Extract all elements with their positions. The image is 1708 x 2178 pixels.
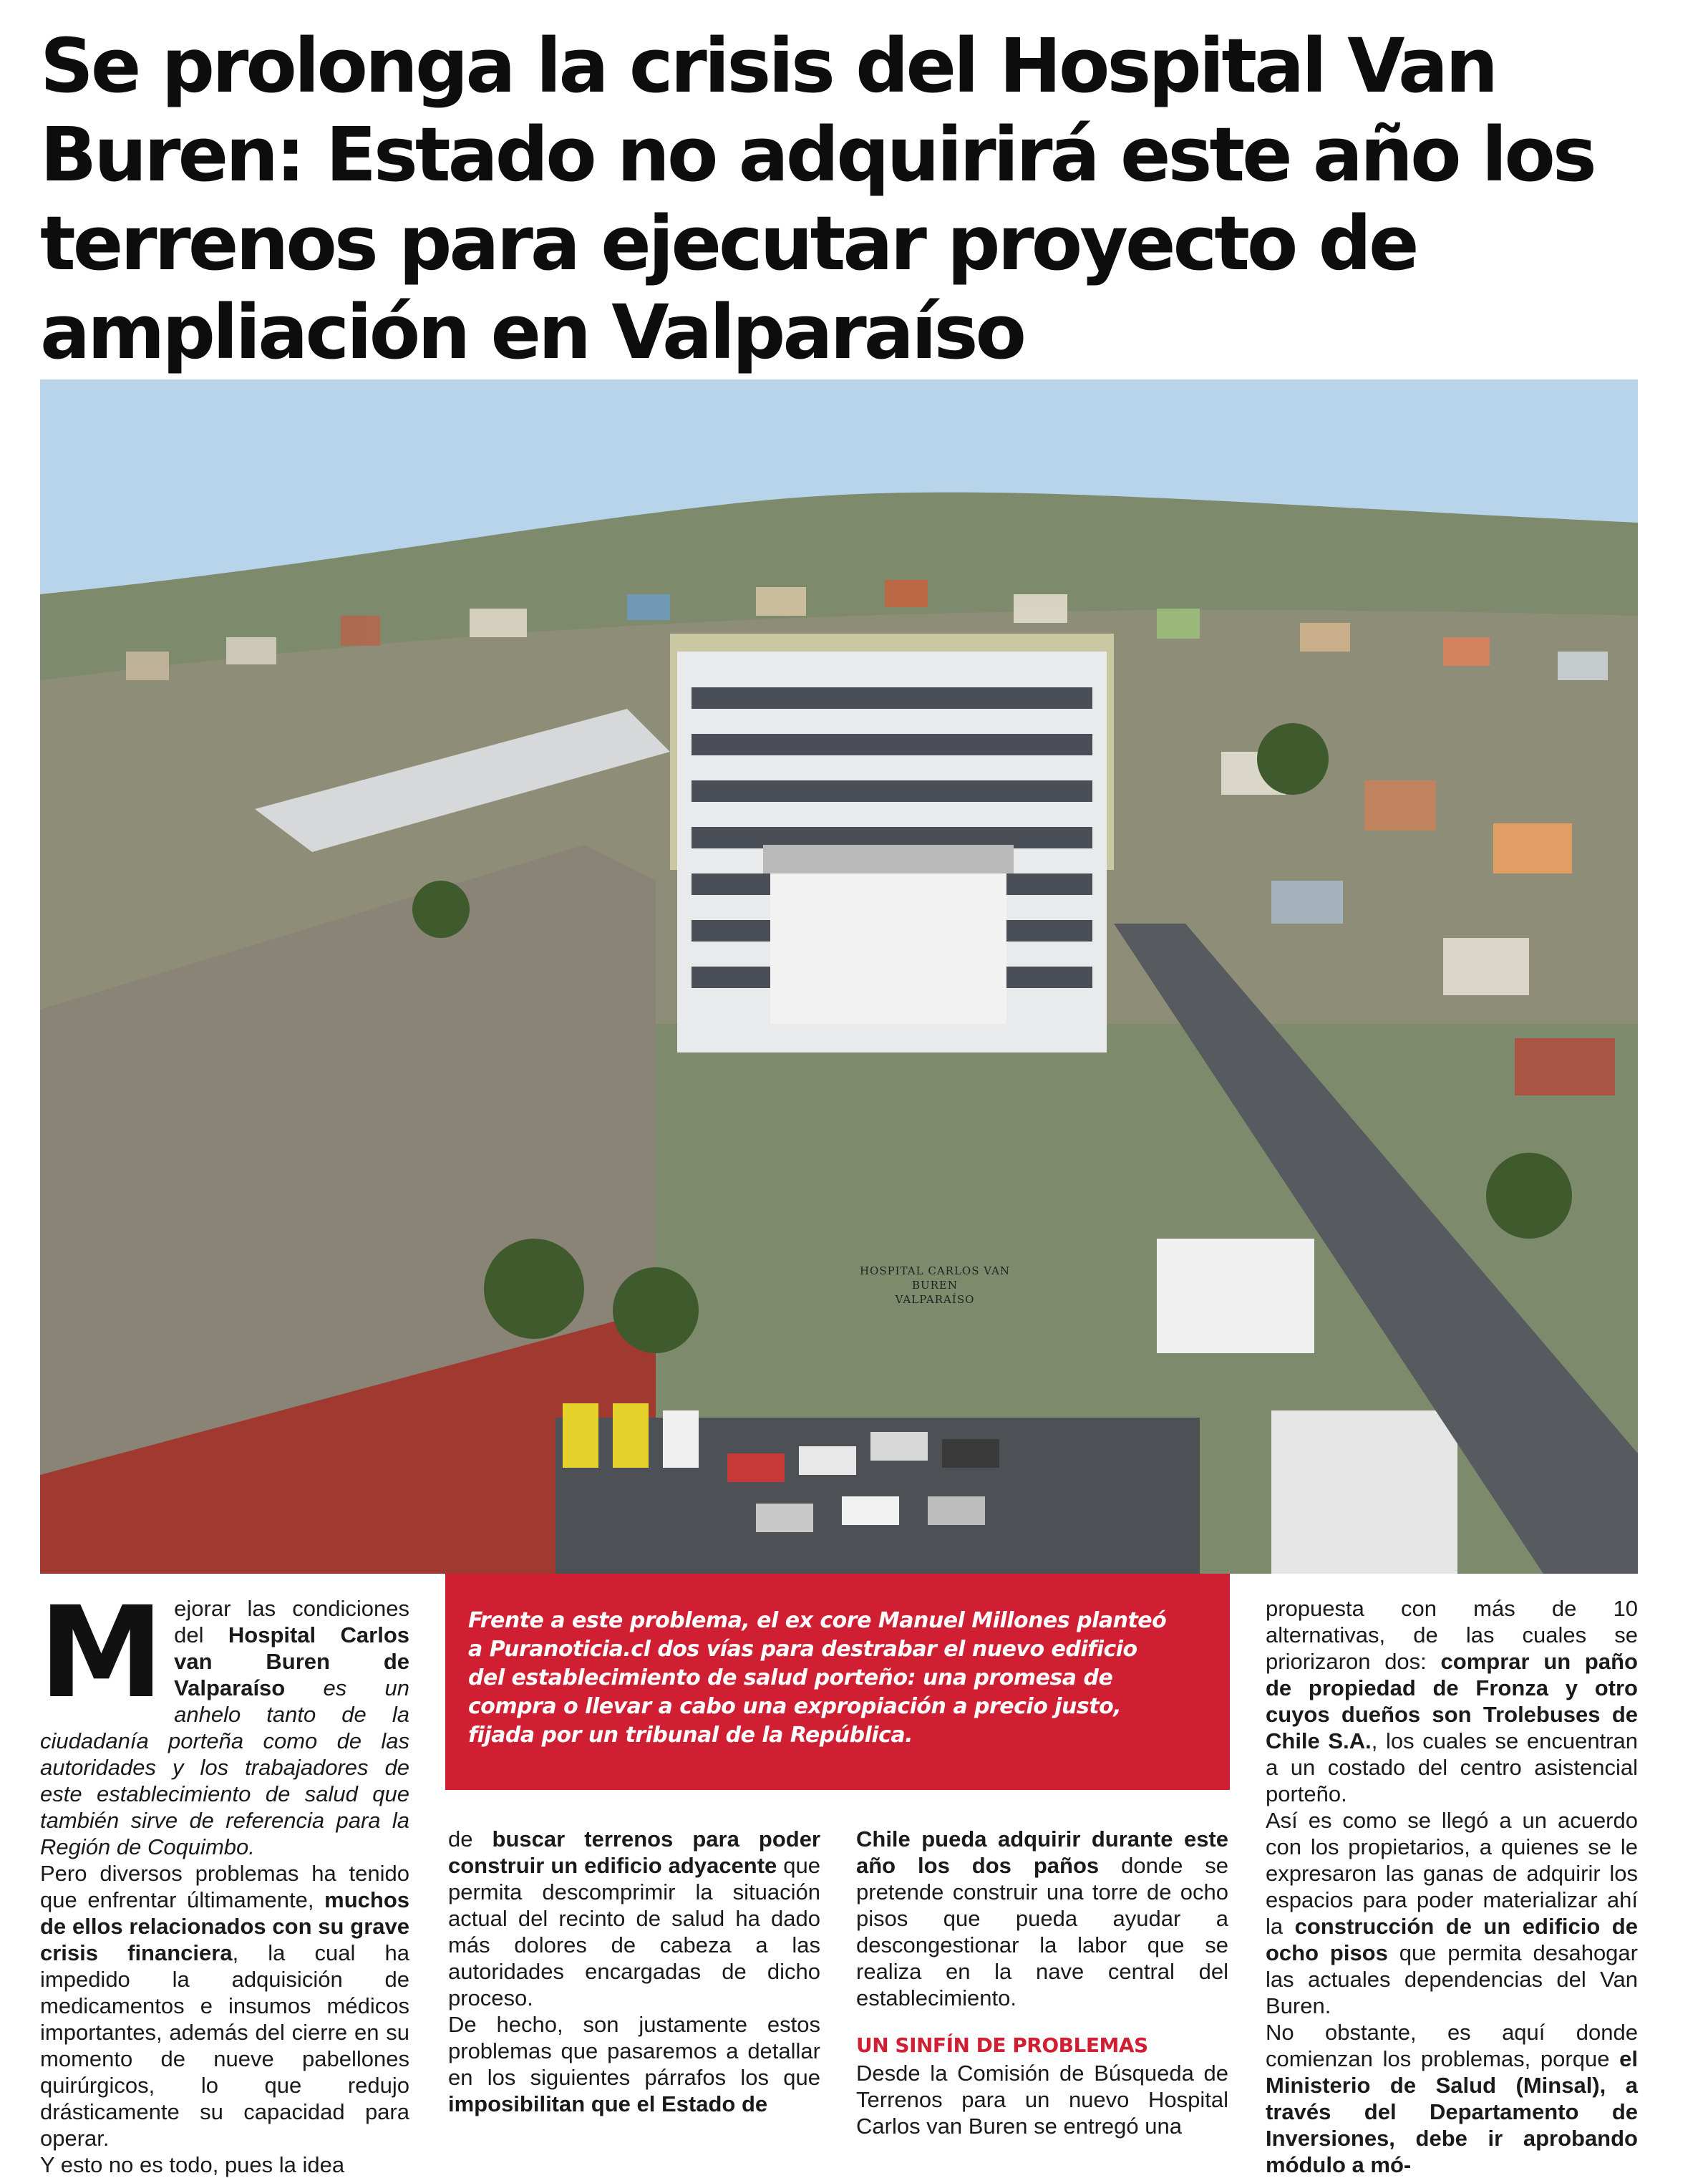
paragraph: De hecho, son justamente estos problemas que pasaremos a detallar en los siguientes párrafos los que imposibilitan que el Estado de bbox=[448, 2012, 820, 2116]
photo-illustration bbox=[40, 379, 1638, 1574]
entrance-block bbox=[770, 859, 1006, 1024]
subheading: UN SINFÍN DE PROBLEMAS bbox=[856, 2033, 1148, 2057]
drop-cap: M bbox=[39, 1579, 165, 1726]
headline: Se prolonga la crisis del Hospital Van Buren: Estado no adquirirá este año los terrenos para ejecutar proyecto de ampliación en Valparaíso bbox=[40, 22, 1594, 376]
paragraph: propuesta con más de 10 alternativas, de las cuales se priorizaron dos: comprar un paño de propiedad de Fronza y otro cuyos dueños son Trolebuses de Chile S.A., los cuales se encuentran a un costado del centro asistencial porteño. bbox=[1266, 1596, 1638, 1806]
hospital-sign-line2: VALPARAÍSO bbox=[895, 1293, 975, 1306]
paragraph: Desde la Comisión de Búsqueda de Terrenos para un nuevo Hospital Carlos van Buren se entregó una bbox=[856, 2061, 1228, 2139]
hospital-aerial-photo bbox=[40, 379, 1638, 1574]
article-column-4 bbox=[1266, 1595, 1638, 2178]
paragraph: Mejorar las condiciones del Hospital Carlos van Buren de Valparaíso es un anhelo tanto de la ciudadanía porteña como de las autoridades y los trabajadores de este establecimiento de salud que también sirve de referencia para la Región de Coquimbo. bbox=[39, 1579, 410, 1859]
pull-quote-text: Frente a este problema, el ex core Manuel Millones planteó a Puranoticia.cl dos vías para destrabar el nuevo edificio del establecimiento de salud porteño: una promesa de compra o llevar a cabo una expropiación a precio justo, fijada por un tribunal de la República. bbox=[468, 1608, 1167, 1748]
right-building bbox=[1157, 1239, 1314, 1353]
paragraph: de buscar terrenos para poder construir un edificio adyacente que permita descomprimir la situación actual del recinto de salud ha dado más dolores de cabeza a las autoridades encargadas de dicho proceso. bbox=[448, 1826, 820, 2010]
paragraph: No obstante, es aquí donde comienzan los problemas, porque el Ministerio de Salud (Minsal), a través del Departamento de Inversiones, debe ir aprobando módulo a mó- bbox=[1266, 2020, 1638, 2177]
article-column-3 bbox=[856, 1826, 1228, 2139]
hospital-sign-line1: HOSPITAL CARLOS VAN BUREN bbox=[859, 1264, 1011, 1292]
paragraph: Así es como se llegó a un acuerdo con los propietarios, a quienes se le expresaron las ganas de adquirir los espacios para poder materializar ahí la construcción de un edificio de ocho pisos que permita desahogar las actuales dependencias del Van Buren. bbox=[1266, 1808, 1638, 2018]
article-column-2 bbox=[448, 1826, 820, 2117]
pull-quote-box bbox=[445, 1574, 1230, 1790]
paragraph: Chile pueda adquirir durante este año los dos paños donde se pretende construir una torre de ocho pisos que pueda ayudar a descongestionar la labor que se realiza en la nave central del establecimiento. bbox=[856, 1826, 1228, 2010]
article-column-1 bbox=[39, 1579, 410, 2178]
hospital-sign bbox=[842, 1264, 1028, 1307]
paragraph: Y esto no es todo, pues la idea bbox=[40, 2152, 345, 2177]
paragraph: Pero diversos problemas ha tenido que enfrentar últimamente, muchos de ellos relacionados con su grave crisis financiera, la cual ha impedido la adquisición de medicamentos e insumos médicos importantes, además del cierre en su momento de nueve pabellones quirúrgicos, lo que redujo drásticamente su capacidad para operar. bbox=[40, 1861, 409, 2151]
